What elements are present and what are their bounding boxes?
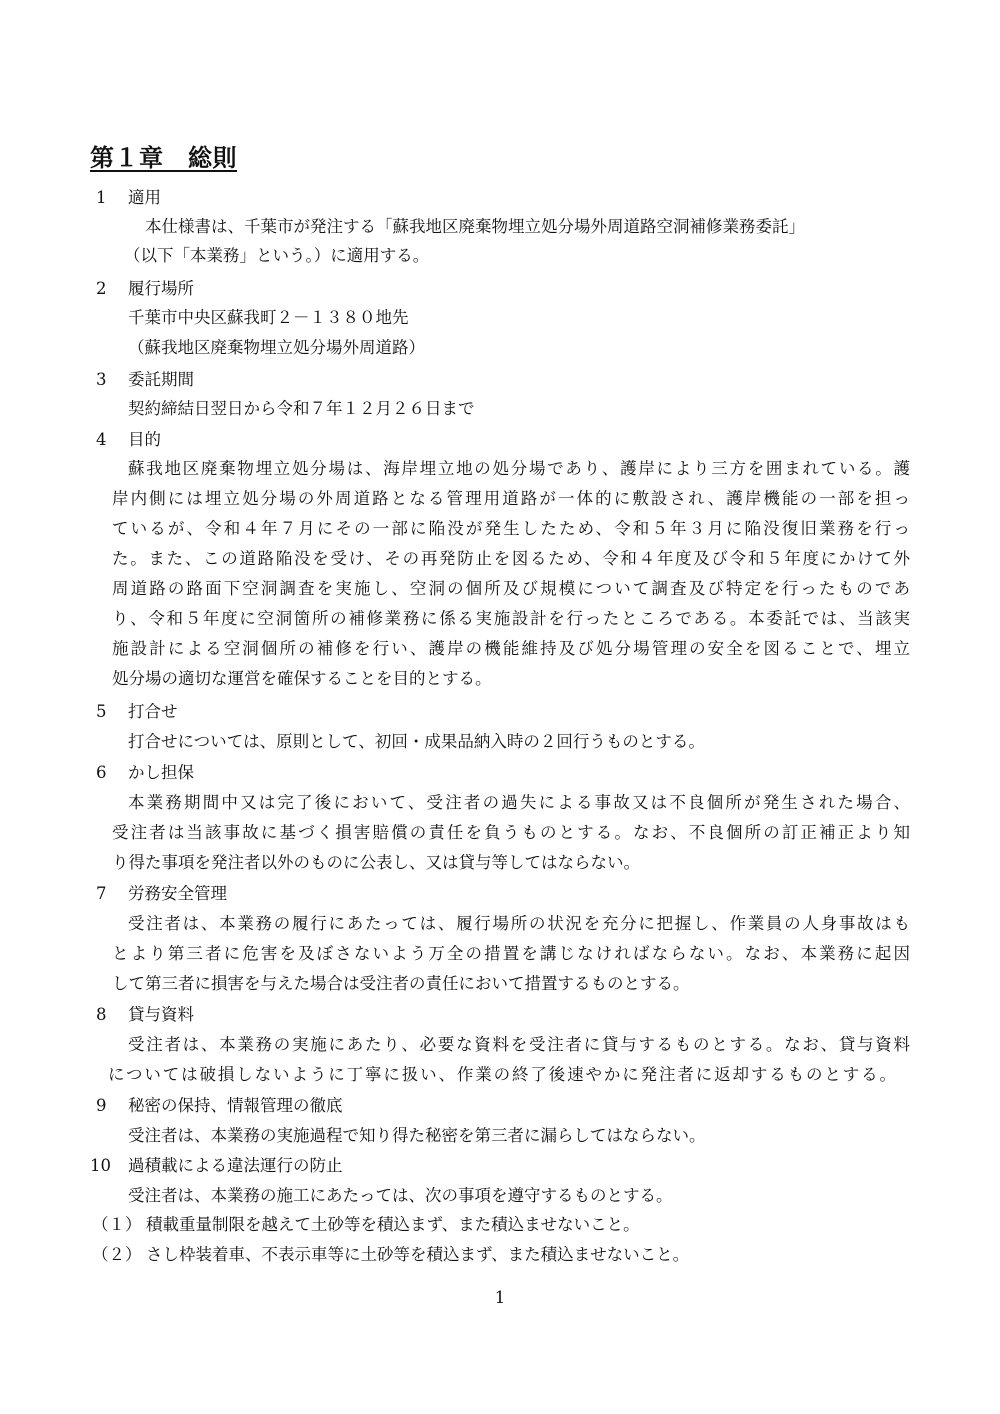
body-line: 周道路の路面下空洞調査を実施し、空洞の個所及び規模について調査及び特定を行ったものであ bbox=[112, 579, 910, 598]
page-title: 第１章 総則 bbox=[90, 144, 237, 172]
page-number: 1 bbox=[494, 1288, 506, 1307]
body-line: た。また、この道路陥没を受け、その再発防止を図るため、令和４年度及び令和５年度にかけて外 bbox=[112, 549, 910, 568]
section-number: 2 bbox=[96, 279, 107, 298]
list-item-marker: （２） bbox=[92, 1245, 142, 1264]
section-heading: 過積載による違法運行の防止 bbox=[128, 1156, 343, 1175]
section-number: 7 bbox=[96, 884, 107, 903]
section-number: 10 bbox=[90, 1156, 111, 1175]
list-item-text: さし枠装着車、不表示車等に土砂等を積込まず、また積込ませないこと。 bbox=[146, 1245, 690, 1264]
section-number: 6 bbox=[96, 763, 107, 782]
body-line: 受注者は当該事故に基づく損害賠償の責任を負うものとする。なお、不良個所の訂正補正より知 bbox=[112, 823, 910, 842]
body-line: とより第三者に危害を及ぼさないよう万全の措置を講じなければならない。なお、本業務に起因 bbox=[112, 944, 910, 963]
section-heading: 貸与資料 bbox=[128, 1005, 194, 1024]
body-line: 打合せについては、原則として、初回・成果品納入時の２回行うものとする。 bbox=[128, 732, 705, 751]
section-heading: 目的 bbox=[128, 430, 161, 449]
section-number: 4 bbox=[96, 430, 107, 449]
list-item-marker: （１） bbox=[92, 1215, 142, 1234]
section-heading: 打合せ bbox=[128, 702, 178, 721]
body-line: については破損しないように丁寧に扱い、作業の終了後速やかに発注者に返却するものとする。 bbox=[108, 1065, 896, 1084]
section-heading: 委託期間 bbox=[128, 370, 194, 389]
body-line: 施設計による空洞個所の補修を行い、護岸の機能維持及び処分場管理の安全を図ることで、埋立 bbox=[112, 639, 910, 658]
body-line: （蘇我地区廃棄物埋立処分場外周道路） bbox=[128, 338, 425, 357]
body-line: して第三者に損害を与えた場合は受注者の責任において措置するものとする。 bbox=[112, 974, 690, 993]
body-line: 受注者は、本業務の施工にあたっては、次の事項を遵守するものとする。 bbox=[128, 1186, 673, 1205]
body-line: （以下「本業務」という。）に適用する。 bbox=[124, 246, 430, 265]
list-item-text: 積載重量制限を越えて土砂等を積込まず、また積込ませないこと。 bbox=[146, 1215, 640, 1234]
body-line: 本仕様書は、千葉市が発注する「蘇我地区廃棄物埋立処分場外周道路空洞補修業務委託」 bbox=[145, 217, 805, 236]
section-number: 5 bbox=[96, 702, 107, 721]
body-line: 本業務期間中又は完了後において、受注者の過失による事故又は不良個所が発生された場合、 bbox=[128, 793, 910, 812]
section-heading: 適用 bbox=[128, 188, 161, 207]
body-line: 千葉市中央区蘇我町２－１３８０地先 bbox=[128, 308, 409, 327]
body-line: ているが、令和４年７月にその一部に陥没が発生したため、令和５年３月に陥没復旧業務を行っ bbox=[112, 519, 910, 538]
section-heading: 履行場所 bbox=[128, 279, 194, 298]
section-number: 3 bbox=[96, 370, 107, 389]
body-line: 受注者は、本業務の実施にあたり、必要な資料を受注者に貸与するものとする。なお、貸与資料 bbox=[128, 1035, 910, 1054]
section-number: 9 bbox=[96, 1096, 107, 1115]
section-number: 1 bbox=[96, 188, 107, 207]
section-heading: かし担保 bbox=[128, 763, 194, 782]
section-heading: 秘密の保持、情報管理の徹底 bbox=[128, 1096, 343, 1115]
body-line: 契約締結日翌日から令和７年１２月２６日まで bbox=[128, 399, 475, 418]
body-line: 蘇我地区廃棄物埋立処分場は、海岸埋立地の処分場であり、護岸により三方を囲まれている。護 bbox=[128, 459, 910, 478]
body-line: 受注者は、本業務の実施過程で知り得た秘密を第三者に漏らしてはならない。 bbox=[128, 1126, 706, 1145]
body-line: 処分場の適切な運営を確保することを目的とする。 bbox=[112, 669, 492, 688]
body-line: 岸内側には埋立処分場の外周道路となる管理用道路が一体的に敷設され、護岸機能の一部を担っ bbox=[112, 489, 910, 508]
section-number: 8 bbox=[96, 1005, 107, 1024]
body-line: り、令和５年度に空洞箇所の補修業務に係る実施設計を行ったところである。本委託では、当該実 bbox=[112, 609, 910, 628]
body-line: り得た事項を発注者以外のものに公表し、又は貸与等してはならない。 bbox=[112, 853, 640, 872]
section-heading: 労務安全管理 bbox=[128, 884, 227, 903]
body-line: 受注者は、本業務の履行にあたっては、履行場所の状況を充分に把握し、作業員の人身事故はも bbox=[128, 914, 910, 933]
